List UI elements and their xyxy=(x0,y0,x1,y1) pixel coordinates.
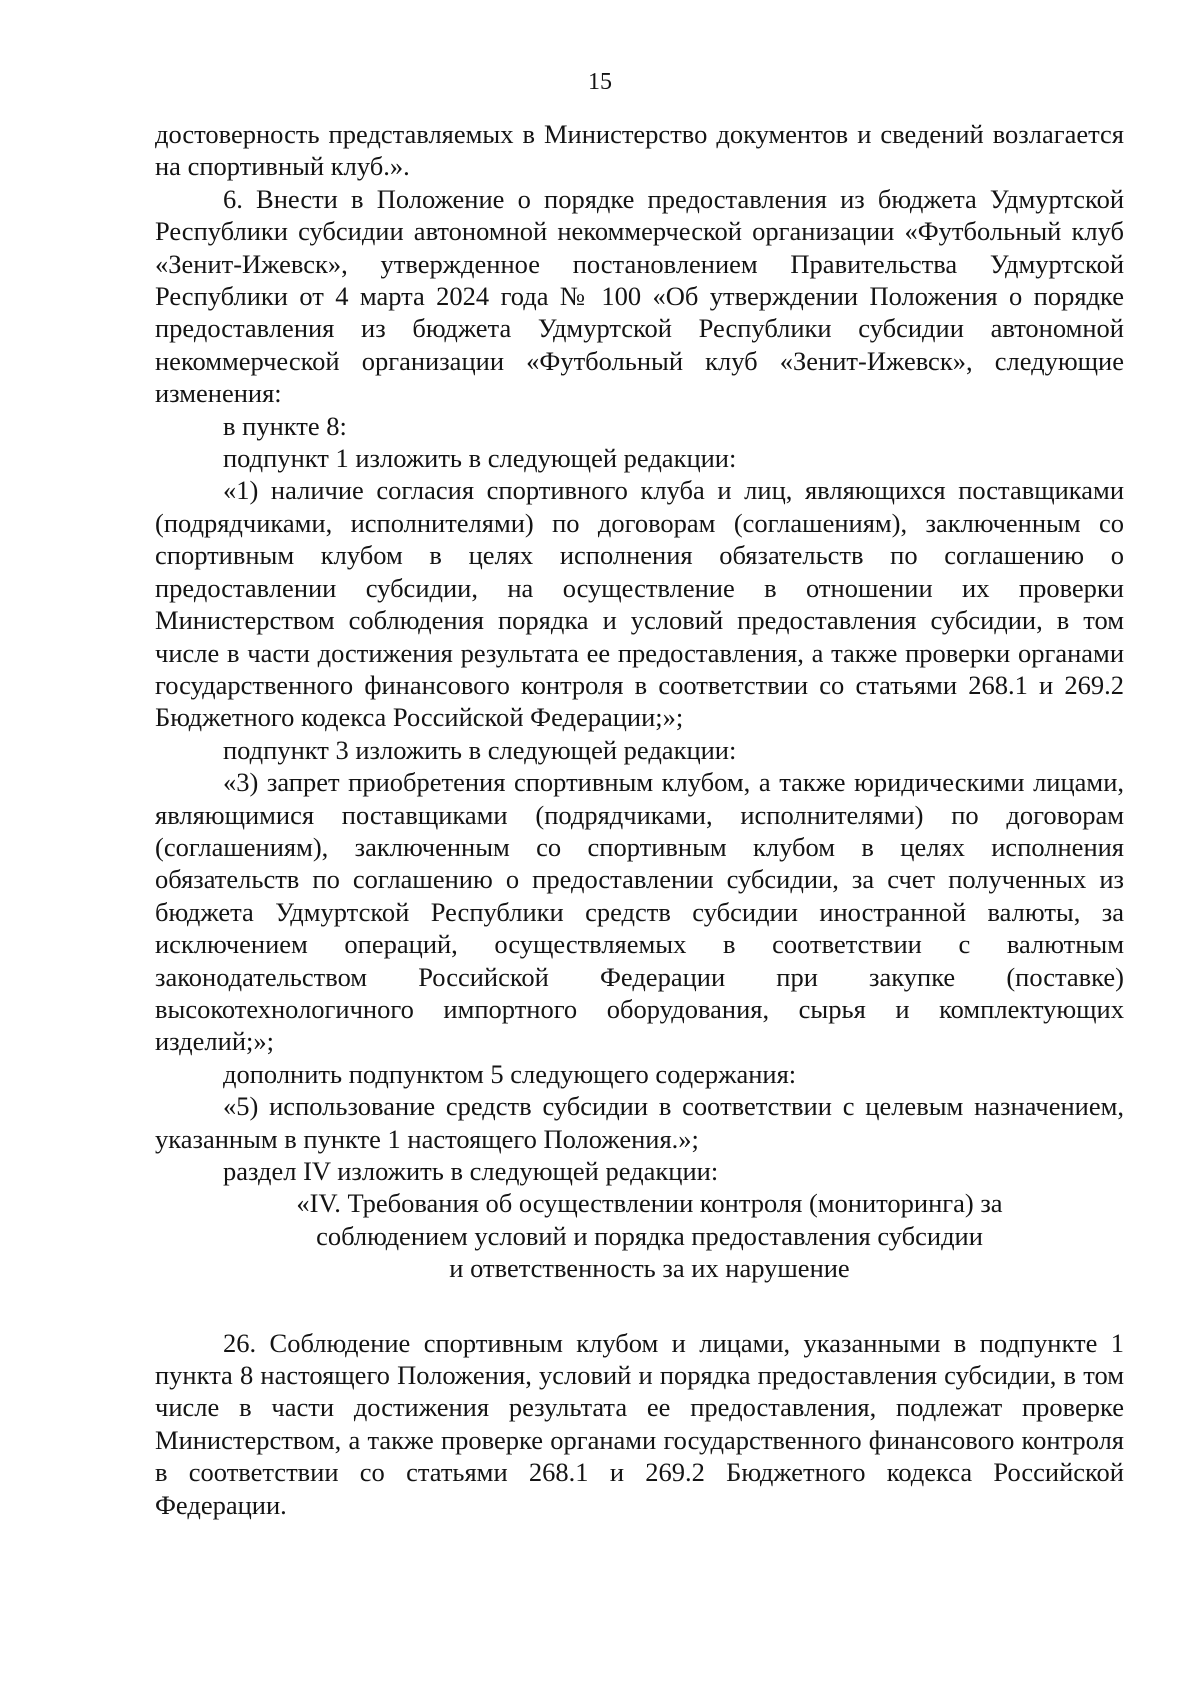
paragraph-subpoint-1-text: «1) наличие согласия спортивного клуба и лиц, являющихся поставщиками (подрядчиками, исполнителями) по договорам (соглашениям), заключенным со спортивным клубом в целях исполнения обязательств по соглашению о предоставлении субсидии, на осуществление в отношении их проверки Министерством соблюдения порядка и условий предоставления субсидии, в том числе в части достижения результата ее предоставления, а также проверки органами государственного финансового контроля в соответствии со статьями 268.1 и 269.2 Бюджетного кодекса Российской Федерации;»; xyxy=(155,475,1124,733)
paragraph-continuation: достоверность представляемых в Министерство документов и сведений возлагается на спортивный клуб.». xyxy=(155,119,1124,182)
paragraph-subpoint-3-intro: подпункт 3 изложить в следующей редакции: xyxy=(223,734,737,765)
paragraph-subpoint-5-intro: дополнить подпунктом 5 следующего содержания: xyxy=(223,1058,797,1089)
paragraph-point-8: в пункте 8: xyxy=(223,410,347,441)
paragraph-subpoint-3-text: «3) запрет приобретения спортивным клубом, а также юридическими лицами, являющимися поставщиками (подрядчиками, исполнителями) по договорам (соглашениям), заключенным со спортивным клубом в целях исполнения обязательств по соглашению о предоставлении субсидии, за счет полученных из бюджета Удмуртской Республики средств субсидии иностранной валюты, за исключением операций, осуществляемых в соответствии с валютным законодательством Российской Федерации при закупке (поставке) высокотехнологичного импортного оборудования, сырья и комплектующих изделий;»; xyxy=(155,767,1124,1057)
section-title xyxy=(155,1187,1124,1284)
document-body xyxy=(155,118,1124,1521)
paragraph-item-26: 26. Соблюдение спортивным клубом и лицами, указанными в подпункте 1 пункта 8 настоящего Положения, условий и порядка предоставления субсидии, в том числе в части достижения результата ее предоставления, подлежат проверке Министерством, а также проверке органами государственного финансового контроля в соответствии со статьями 268.1 и 269.2 Бюджетного кодекса Российской Федерации. xyxy=(155,1327,1124,1520)
paragraph-section-iv-intro: раздел IV изложить в следующей редакции: xyxy=(223,1156,719,1186)
paragraph-subpoint-1-intro: подпункт 1 изложить в следующей редакции: xyxy=(223,443,737,474)
section-spacer xyxy=(155,1285,1124,1327)
section-title-line: соблюдением условий и порядка предоставления субсидии xyxy=(316,1220,983,1251)
section-title-line: «IV. Требования об осуществлении контроля (мониторинга) за xyxy=(296,1188,1003,1219)
paragraph-subpoint-5-text: «5) использование средств субсидии в соответствии с целевым назначением, указанным в пункте 1 настоящего Положения.»; xyxy=(155,1091,1124,1154)
paragraph-item-6: 6. Внести в Положение о порядке предоставления из бюджета Удмуртской Республики субсидии автономной некоммерческой организации «Футбольный клуб «Зенит-Ижевск», утвержденное постановлением Правительства Удмуртской Республики от 4 марта 2024 года № 100 «Об утверждении Положения о порядке предоставления из бюджета Удмуртской Республики субсидии автономной некоммерческой организации «Футбольный клуб «Зенит-Ижевск», следующие изменения: xyxy=(155,183,1124,409)
section-title-line: и ответственность за их нарушение xyxy=(449,1253,850,1284)
page-number: 15 xyxy=(588,69,612,95)
